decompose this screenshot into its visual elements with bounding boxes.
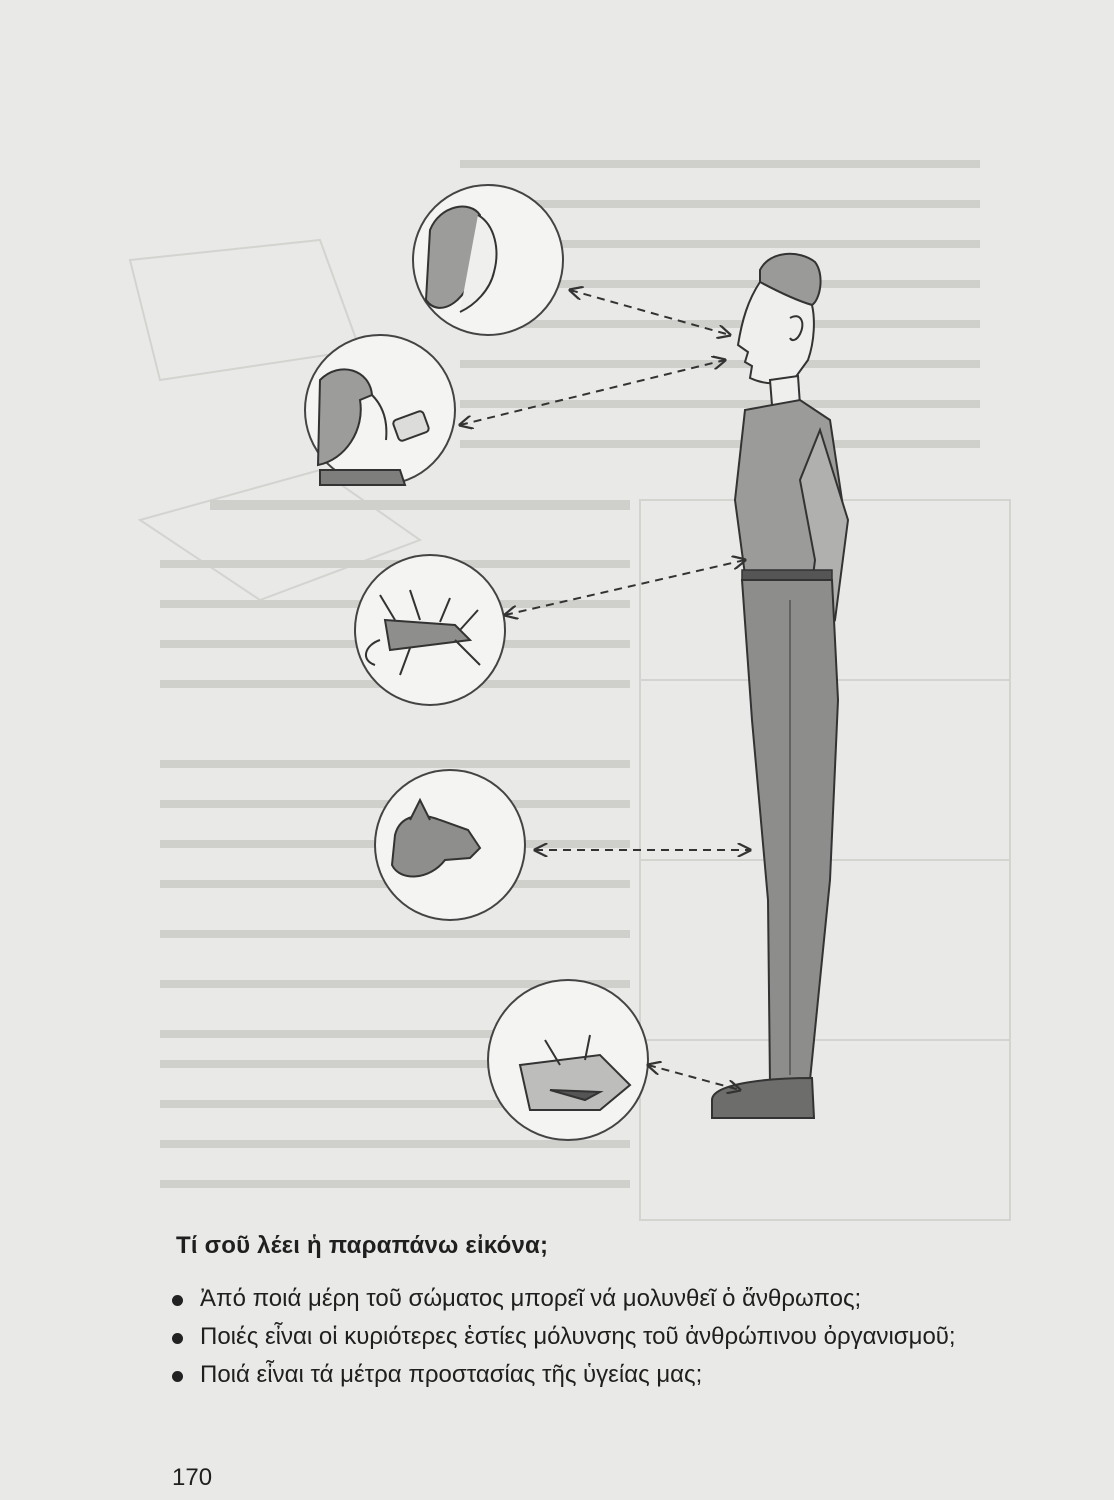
question-text: Ἀπό ποιά μέρη τοῦ σώματος μπορεῖ νά μολυνθεῖ ὁ ἄνθρωπος;: [200, 1285, 862, 1312]
questions-section: [170, 1232, 1050, 1396]
page-number: 170: [172, 1464, 213, 1491]
bullet-icon: [172, 1295, 183, 1306]
question-text: Ποιές εἶναι οἱ κυριότερες ἑστίες μόλυνσης τοῦ ἀνθρώπινου ὀργανισμοῦ;: [200, 1323, 956, 1350]
standing-man: [712, 254, 848, 1118]
list-item: [170, 1282, 1050, 1316]
bullet-icon: [172, 1371, 183, 1382]
list-item: [170, 1358, 1050, 1392]
bullet-icon: [172, 1333, 183, 1344]
list-item: [170, 1320, 1050, 1354]
questions-list: [170, 1282, 1050, 1392]
question-text: Ποιά εἶναι τά μέτρα προστασίας τῆς ὑγείας μας;: [200, 1361, 703, 1388]
questions-title: Τί σοῦ λέει ἡ παραπάνω εἰκόνα;: [176, 1232, 549, 1259]
